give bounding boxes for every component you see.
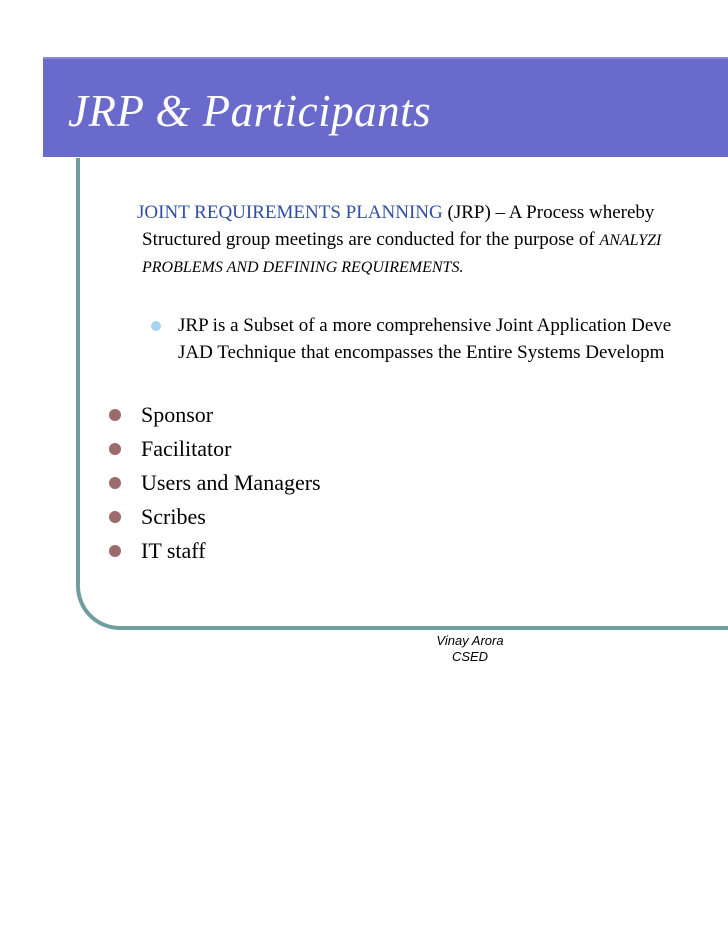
intro-line2	[137, 226, 728, 254]
participant-label: Facilitator	[141, 436, 232, 461]
participant-label: IT staff	[141, 538, 206, 563]
title-bar	[43, 57, 728, 157]
intro-line2-prefix: Structured group meetings are conducted for the purpose of	[142, 229, 600, 250]
slide-footer	[400, 633, 540, 665]
bullet-dot-icon	[109, 443, 121, 455]
participants-list	[107, 398, 321, 568]
participant-label: Scribes	[141, 504, 206, 529]
bullet-dot-icon	[109, 511, 121, 523]
sub-bullet	[150, 312, 671, 366]
list-item	[107, 432, 321, 466]
footer-author: Vinay Arora	[436, 633, 504, 648]
intro-line1-rest: (JRP) – A Process whereby	[442, 202, 655, 223]
participant-label: Users and Managers	[141, 470, 321, 495]
sub-bullet-dot-icon	[151, 321, 161, 331]
intro-line3: PROBLEMS AND DEFINING REQUIREMENTS.	[142, 259, 464, 276]
list-item	[107, 534, 321, 568]
bullet-dot-icon	[109, 545, 121, 557]
bullet-dot-icon	[109, 477, 121, 489]
list-item	[107, 466, 321, 500]
sub-bullet-line2: JAD Technique that encompasses the Entire Systems Developm	[178, 342, 665, 363]
sub-bullet-line1: JRP is a Subset of a more comprehensive Joint Application Deve	[178, 315, 672, 336]
list-item	[107, 398, 321, 432]
slide-title: JRP & Participants	[68, 86, 432, 136]
intro-line2-italic: ANALYZI	[599, 232, 662, 249]
jrp-term: JOINT REQUIREMENTS PLANNING	[137, 202, 443, 223]
participant-label: Sponsor	[141, 402, 214, 427]
intro-paragraph	[137, 199, 728, 281]
list-item	[107, 500, 321, 534]
bullet-dot-icon	[109, 409, 121, 421]
footer-dept: CSED	[451, 649, 489, 664]
